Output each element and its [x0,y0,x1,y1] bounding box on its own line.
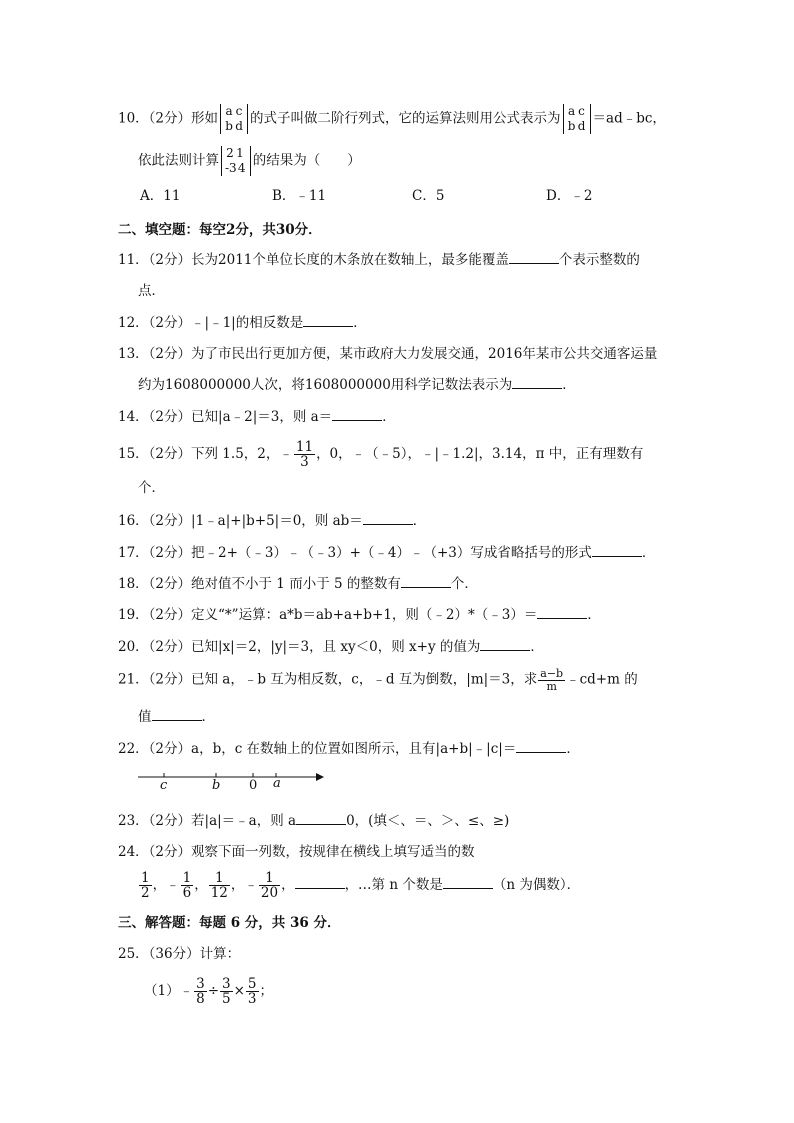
answer-blank-14[interactable] [332,406,382,421]
option-a[interactable]: A．11 [140,188,181,204]
answer-blank-23[interactable] [296,810,346,825]
fraction-5-3: $\frac{5}{3}$ [247,975,257,1007]
answer-blank-24b[interactable] [443,874,493,889]
question-22: 22．（2分）a，b，c 在数轴上的位置如图所示，且有|a+b|﹣|c|＝ ． [118,738,580,759]
fraction-11-3: $\frac{11}{3}$ [295,439,314,471]
question-16: 16．（2分）|1﹣a|+|b+5|＝0，则 ab＝ ． [118,510,426,531]
question-20: 20．（2分）已知|x|＝2，|y|＝3，且 xy＜0，则 x+y 的值为 ． [118,636,544,657]
question-14: 14．（2分）已知|a﹣2|＝3，则 a＝ ． [118,406,396,427]
question-12: 12．（2分）﹣|﹣1|的相反数是 ． [118,312,367,333]
answer-blank-20[interactable] [480,636,530,651]
fraction-1-20: $\frac{1}{20}$ [260,869,279,901]
answer-blank-11[interactable] [509,249,559,264]
option-b[interactable]: B．﹣11 [272,188,327,204]
question-10-line1: 10．（2分）形如 a c b d 的式子叫做二阶行列式，它的运算法则用公式表示为 a c b d ＝ad﹣bc， [118,104,666,133]
question-25-part1: （1）﹣ $\frac{3}{8}$ ÷ $\frac{3}{5}$ × $\frac{5}{3}$ ； [144,975,273,1007]
question-13-line2: 约为1608000000人次，将1608000000用科学记数法表示为 ． [138,374,576,395]
answer-blank-13[interactable] [512,374,562,389]
question-15-line2: 个． [138,480,165,496]
option-c[interactable]: C．5 [412,188,445,204]
section-2-heading: 二、填空题：每空2分，共30分． [118,222,322,238]
answer-blank-17[interactable] [592,542,642,557]
question-11-line1: 11．（2分）长为2011个单位长度的木条放在数轴上，最多能覆盖 个表示整数的 [118,249,640,270]
question-24-line2: $\frac{1}{2}$ ，﹣ $\frac{1}{6}$ ， $\frac{1}{12}$ ，﹣ $\frac{1}{20}$ ， ，…第 n 个数是 （n 为偶数）． [141,869,581,901]
question-13-line1: 13．（2分）为了市民出行更加方便，某市政府大力发展交通，2016年某市公共交通客运量 [118,346,658,362]
answer-blank-22[interactable] [516,738,566,753]
label-a: a [273,776,281,791]
answer-blank-18[interactable] [401,573,451,588]
question-18: 18．（2分）绝对值不小于 1 而小于 5 的整数有 个． [118,573,478,594]
answer-blank-21[interactable] [152,706,202,721]
question-15-line1: 15．（2分）下列 1.5，2，﹣ $\frac{11}{3}$ ，0，﹣（﹣5），﹣|﹣1.2|，3.14，π 中，正有理数有 [118,439,644,471]
answer-blank-16[interactable] [363,510,413,525]
fraction-3-5: $\frac{3}{5}$ [222,975,231,1007]
option-d[interactable]: D．﹣2 [546,188,593,204]
fraction-3-8: $\frac{3}{8}$ [196,975,205,1007]
question-19: 19．（2分）定义“*”运算：a*b＝ab+a+b+1，则（﹣2）*（﹣3）＝ ． [118,604,601,625]
section-3-heading: 三、解答题：每题 6 分，共 36 分． [118,915,341,931]
arrow-right-icon [316,773,324,781]
label-c: c [160,778,168,793]
question-24-line1: 24．（2分）观察下面一列数，按规律在横线上填写适当的数 [118,844,475,860]
question-21-line2: 值 ． [138,706,215,727]
question-25: 25．（36分）计算： [118,946,241,962]
determinant-formula: a c b d [563,104,591,134]
label-b: b [212,778,221,793]
answer-blank-19[interactable] [537,604,587,619]
fraction-1-12: $\frac{1}{12}$ [210,869,228,901]
question-21-line1: 21．（2分）已知 a，﹣b 互为相反数，c，﹣d 互为倒数，|m|＝3，求 $\frac{a-b}{m}$ ﹣cd+m 的 [118,667,638,693]
fraction-a-minus-b-over-m: $\frac{a-b}{m}$ [540,667,564,693]
fraction-1-2: $\frac{1}{2}$ [141,869,150,901]
determinant-abcd: a c b d [220,104,248,134]
fraction-1-6: $\frac{1}{6}$ [182,869,192,901]
question-10-line2: 依此法则计算 2 1 -34 的结果为（ ） [138,146,361,175]
label-0: 0 [249,778,258,793]
question-11-line2: 点． [138,283,165,299]
determinant-numeric: 2 1 -34 [221,146,251,176]
answer-blank-12[interactable] [303,312,353,327]
answer-blank-24a[interactable] [295,874,345,889]
question-17: 17．（2分）把﹣2+（﹣3）﹣（﹣3）+（﹣4）﹣（+3）写成省略括号的形式 ． [118,542,655,563]
question-23: 23．（2分）若|a|＝﹣a，则 a 0，(填＜、＝、＞、≤、≥) [118,810,509,831]
